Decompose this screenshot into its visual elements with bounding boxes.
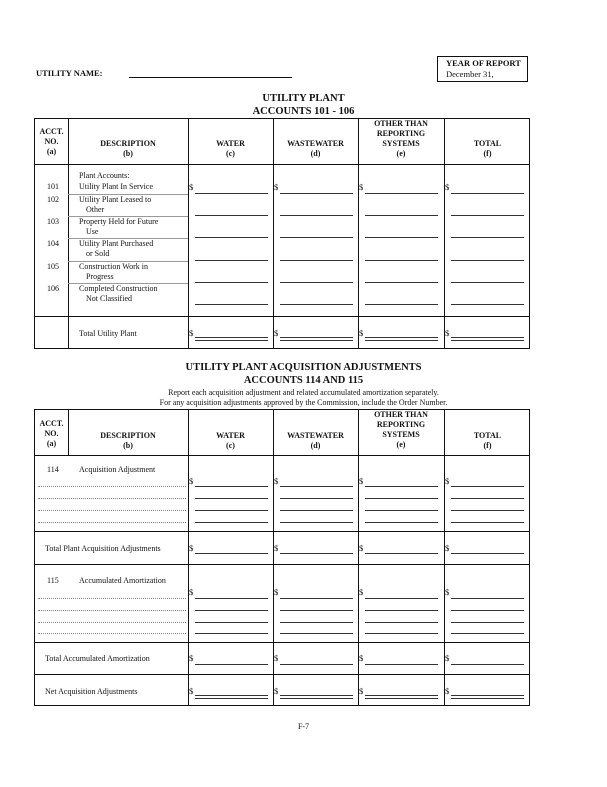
dollar-sign: $ (189, 686, 194, 696)
wastewater-103-field[interactable] (280, 237, 353, 238)
col-description-header: DESCRIPTION (b) (100, 139, 156, 158)
acct-desc: Utility Plant In Service (79, 182, 153, 191)
dollar-sign: $ (274, 328, 279, 338)
total-115-field[interactable] (451, 598, 524, 599)
acct-no: 104 (47, 239, 59, 248)
wastewater-102-field[interactable] (280, 215, 353, 216)
plant-title: UTILITY PLANT (262, 93, 345, 104)
water-114-field[interactable] (195, 522, 268, 523)
water-104-field[interactable] (195, 260, 268, 261)
total-101-field[interactable] (451, 193, 524, 194)
dollar-sign: $ (274, 182, 279, 192)
total-total-acq-field[interactable] (451, 553, 524, 554)
acq-title: UTILITY PLANT ACQUISITION ADJUSTMENTS (185, 362, 422, 373)
other-115-field[interactable] (365, 622, 438, 623)
other-114-field[interactable] (365, 498, 438, 499)
water-114-field[interactable] (195, 510, 268, 511)
wastewater-total-acq-field[interactable] (280, 553, 353, 554)
wastewater-114-field[interactable] (280, 486, 353, 487)
water-115-field[interactable] (195, 610, 268, 611)
water-net-field[interactable] (195, 695, 268, 696)
water-114-field[interactable] (195, 498, 268, 499)
other-114-field[interactable] (365, 486, 438, 487)
other-total-amort-field[interactable] (365, 664, 438, 665)
dollar-sign: $ (189, 182, 194, 192)
wastewater-101-field[interactable] (280, 193, 353, 194)
other-114-field[interactable] (365, 510, 438, 511)
year-of-report-label: YEAR OF REPORT (446, 58, 521, 68)
water-103-field[interactable] (195, 237, 268, 238)
page-number: F-7 (297, 722, 310, 731)
other-114-field[interactable] (365, 522, 438, 523)
dollar-sign: $ (445, 587, 450, 597)
col-total-header: TOTAL (f) (473, 139, 502, 158)
water-total-amort-field[interactable] (195, 664, 268, 665)
dollar-sign: $ (189, 543, 194, 553)
acq-subtitle: ACCOUNTS 114 AND 115 (243, 375, 364, 386)
dollar-sign: $ (274, 476, 279, 486)
acct-desc: Property Held for Future Use (79, 217, 159, 236)
water-115-field[interactable] (195, 633, 268, 634)
water-total-field[interactable] (195, 337, 268, 338)
water-total-acq-field[interactable] (195, 553, 268, 554)
dollar-sign: $ (359, 328, 364, 338)
year-of-report-date: December 31, (446, 69, 494, 79)
water-115-field[interactable] (195, 622, 268, 623)
dollar-sign: $ (359, 543, 364, 553)
total-105-field[interactable] (451, 282, 524, 283)
other-115-field[interactable] (365, 598, 438, 599)
col-wastewater-header: WASTEWATER (d) (287, 431, 344, 450)
acct-desc: Accumulated Amortization (79, 576, 166, 585)
other-total-acq-field[interactable] (365, 553, 438, 554)
dollar-sign: $ (445, 476, 450, 486)
water-106-field[interactable] (195, 304, 268, 305)
total-utility-plant-label: Total Utility Plant (79, 329, 137, 338)
wastewater-104-field[interactable] (280, 260, 353, 261)
dollar-sign: $ (274, 587, 279, 597)
dollar-sign: $ (189, 476, 194, 486)
dollar-sign: $ (445, 182, 450, 192)
wastewater-106-field[interactable] (280, 304, 353, 305)
total-104-field[interactable] (451, 260, 524, 261)
acct-desc: Utility Plant Purchased or Sold (79, 239, 154, 258)
plant-subtitle: ACCOUNTS 101 - 106 (252, 106, 355, 117)
dollar-sign: $ (359, 476, 364, 486)
acct-desc: Utility Plant Leased to Other (79, 195, 152, 214)
acct-desc: Construction Work in Progress (79, 262, 148, 281)
col-wastewater-header: WASTEWATER (d) (287, 139, 344, 158)
dollar-sign: $ (445, 653, 450, 663)
wastewater-114-field[interactable] (280, 522, 353, 523)
total-114-field[interactable] (451, 510, 524, 511)
total-103-field[interactable] (451, 237, 524, 238)
dollar-sign: $ (445, 686, 450, 696)
dollar-sign: $ (274, 686, 279, 696)
dollar-sign: $ (359, 653, 364, 663)
wastewater-114-field[interactable] (280, 498, 353, 499)
wastewater-115-field[interactable] (280, 633, 353, 634)
dollar-sign: $ (274, 653, 279, 663)
col-acct-header: ACCT. NO. (a) (39, 127, 64, 156)
acct-no: 102 (47, 195, 59, 204)
acquisition-table (34, 409, 530, 706)
total-106-field[interactable] (451, 304, 524, 305)
other-102-field[interactable] (365, 215, 438, 216)
wastewater-114-field[interactable] (280, 510, 353, 511)
wastewater-total-amort-field[interactable] (280, 664, 353, 665)
year-of-report-box[interactable] (437, 56, 528, 82)
wastewater-total-field[interactable] (280, 337, 353, 338)
total-acq-label: Total Plant Acquisition Adjustments (45, 544, 161, 553)
total-115-field[interactable] (451, 622, 524, 623)
plant-accounts-label: Plant Accounts: (79, 171, 130, 180)
other-total-field[interactable] (365, 337, 438, 338)
dollar-sign: $ (189, 328, 194, 338)
total-total-field[interactable] (451, 337, 524, 338)
acq-note-2: For any acquisition adjustments approved by the Commission, include the Order Number. (159, 398, 448, 407)
wastewater-115-field[interactable] (280, 598, 353, 599)
dollar-sign: $ (445, 543, 450, 553)
acq-note-1: Report each acquisition adjustment and related accumulated amortization separately. (168, 388, 439, 397)
water-115-field[interactable] (195, 598, 268, 599)
total-114-field[interactable] (451, 498, 524, 499)
other-115-field[interactable] (365, 610, 438, 611)
acct-no: 101 (47, 182, 59, 191)
acct-no: 114 (47, 465, 59, 474)
other-net-field[interactable] (365, 695, 438, 696)
acct-no: 115 (47, 576, 59, 585)
acct-no: 106 (47, 284, 59, 293)
col-acct-header: ACCT. NO. (a) (39, 419, 64, 448)
utility-name-label: UTILITY NAME: (36, 68, 103, 78)
dollar-sign: $ (359, 587, 364, 597)
dollar-sign: $ (359, 182, 364, 192)
water-105-field[interactable] (195, 282, 268, 283)
total-net-field[interactable] (451, 695, 524, 696)
total-102-field[interactable] (451, 215, 524, 216)
total-115-field[interactable] (451, 633, 524, 634)
col-total-header: TOTAL (f) (473, 431, 502, 450)
col-water-header: WATER (c) (216, 139, 245, 158)
acct-desc: Acquisition Adjustment (79, 465, 156, 474)
other-101-field[interactable] (365, 193, 438, 194)
wastewater-105-field[interactable] (280, 282, 353, 283)
dollar-sign: $ (359, 686, 364, 696)
other-106-field[interactable] (365, 304, 438, 305)
utility-plant-table (34, 118, 530, 349)
dollar-sign: $ (445, 328, 450, 338)
dollar-sign: $ (274, 543, 279, 553)
acct-desc: Completed Construction Not Classified (79, 284, 158, 303)
other-115-field[interactable] (365, 633, 438, 634)
other-105-field[interactable] (365, 282, 438, 283)
dollar-sign: $ (189, 587, 194, 597)
other-104-field[interactable] (365, 260, 438, 261)
total-amort-label: Total Accumulated Amortization (45, 654, 150, 663)
dollar-sign: $ (189, 653, 194, 663)
water-101-field[interactable] (195, 193, 268, 194)
col-water-header: WATER (c) (216, 431, 245, 450)
total-114-field[interactable] (451, 522, 524, 523)
total-total-amort-field[interactable] (451, 664, 524, 665)
wastewater-115-field[interactable] (280, 622, 353, 623)
wastewater-net-field[interactable] (280, 695, 353, 696)
water-114-field[interactable] (195, 486, 268, 487)
water-102-field[interactable] (195, 215, 268, 216)
acct-no: 103 (47, 217, 59, 226)
col-description-header: DESCRIPTION (b) (100, 431, 156, 450)
other-103-field[interactable] (365, 237, 438, 238)
col-other-header: OTHER THAN REPORTING SYSTEMS (e) (374, 119, 428, 158)
total-115-field[interactable] (451, 610, 524, 611)
acct-no: 105 (47, 262, 59, 271)
utility-name-field[interactable] (129, 77, 292, 78)
col-other-header: OTHER THAN REPORTING SYSTEMS (e) (374, 410, 428, 449)
total-114-field[interactable] (451, 486, 524, 487)
net-acq-label: Net Acquisition Adjustments (45, 687, 138, 696)
wastewater-115-field[interactable] (280, 610, 353, 611)
